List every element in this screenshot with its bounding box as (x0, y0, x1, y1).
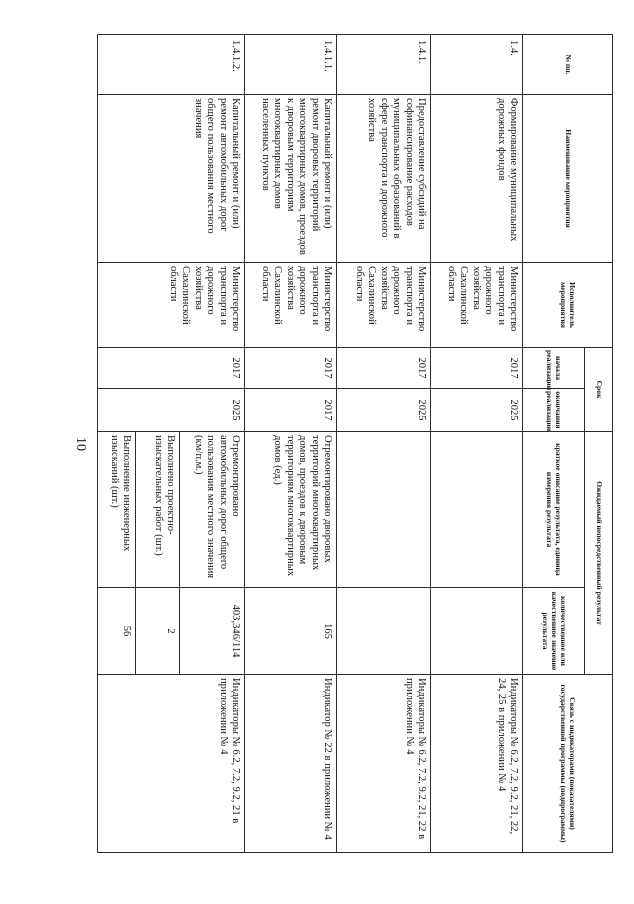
row-end: 2025 (337, 389, 431, 432)
row-result-value: 56 (121, 625, 132, 637)
row-result-desc: Отремонтировано автомобильных дорог общего пользования местного значения (км/п.м.) (179, 432, 244, 587)
row-end: 2017 (245, 389, 337, 432)
row-executor: Министерство транспорта и дорожного хозяйства Сахалинской области (245, 263, 337, 348)
header-result: Ожидаемый непосредственный результат (585, 432, 613, 675)
header-result-desc: краткое описание результата, единица измерения результата (523, 432, 585, 588)
document-table-area (98, 34, 613, 852)
row-start: 2017 (245, 348, 337, 389)
row-executor: Министерство транспорта и дорожного хозяйства Сахалинской области (431, 263, 523, 348)
row-end: 2025 (431, 389, 523, 432)
row-start: 2017 (337, 348, 431, 389)
row-name: Капитальный ремонт и (или) ремонт автомобильных дорог общего пользования местного значения (98, 95, 245, 263)
row-executor: Министерство транспорта и дорожного хозяйства Сахалинской области (98, 263, 245, 348)
row-link: Индикаторы № 6.2, 7.2, 9.2, 21 в приложении № 4 (98, 675, 245, 853)
row-result-value: 2 (135, 588, 179, 674)
measures-table (97, 34, 613, 853)
header-link: Связь с индикаторами (показателями) государственной программы (подпрограммы) (523, 675, 613, 853)
table-row (98, 35, 245, 853)
row-result-desc-group (98, 432, 245, 588)
row-name: Капитальный ремонт и (или) ремонт дворовых территорий многоквартирных домов, проездов к дворовым территориям многоквартирных домов населенных пунктов (245, 95, 337, 263)
header-num: № пп. (523, 35, 613, 95)
row-name: Предоставление субсидий на софинансирование расходов муниципальных образований в сфере транспорта и дорожного хозяйства (337, 95, 431, 263)
row-start: 2017 (98, 348, 245, 389)
header-result-value: количественное или качественное значение результата (523, 588, 585, 675)
row-result-value (337, 588, 431, 675)
row-end: 2025 (98, 389, 245, 432)
row-num: 1.4.1. (337, 35, 431, 95)
row-executor: Министерство транспорта и дорожного хозяйства Сахалинской области (337, 263, 431, 348)
row-result-value-group (98, 588, 245, 675)
header-term: Срок (585, 348, 613, 432)
header-term-end: окончания реализации (523, 389, 585, 432)
table-row (431, 35, 523, 853)
row-result-value: 403,346/114 (179, 588, 244, 674)
row-link: Индикатор № 22 в приложении № 4 (245, 675, 337, 853)
row-num: 1.4. (431, 35, 523, 95)
row-link: Индикаторы № 6.2, 7.2, 9.2, 21, 22 в приложении № 4 (337, 675, 431, 853)
row-name: Формирование муниципальных дорожных фондов (431, 95, 523, 263)
row-num: 1.4.1.1. (245, 35, 337, 95)
header-name: Наименование мероприятия (523, 95, 613, 263)
row-result-value: 165 (245, 588, 337, 675)
header-term-start: начала реализации (523, 348, 585, 389)
table-row (245, 35, 337, 853)
row-result-desc: Выполнено проектно-изыскательных работ (шт.) (135, 432, 179, 587)
row-num: 1.4.1.2. (98, 35, 245, 95)
row-result-value (431, 588, 523, 675)
row-result-desc (431, 432, 523, 588)
row-link: Индикаторы № 6.2, 7.2, 9.2, 21, 22, 24, 25 в приложении № 4 (431, 675, 523, 853)
header-executor: Исполнитель мероприятия (523, 263, 613, 348)
table-row (337, 35, 431, 853)
row-result-desc (337, 432, 431, 588)
row-start: 2017 (431, 348, 523, 389)
row-result-desc: Выполнение инженерных изысканий (шт.) (108, 435, 132, 552)
row-result-desc: Отремонтировано дворовых территорий многоквартирных домов, проездов к дворовым территориям многоквартирных домов (ед.) (245, 432, 337, 588)
page-number: 10 (73, 437, 88, 451)
